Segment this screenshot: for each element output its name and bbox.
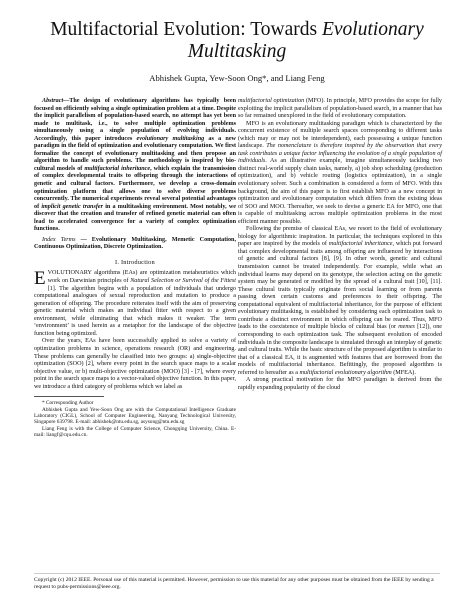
index-terms-label: Index Terms [42, 236, 76, 243]
footnote-corresponding: * Corresponding Author [42, 400, 94, 407]
intro-p1-a: VOLUTIONARY algorithms (EAs) are optimization metaheuristics which work on Darwinian principles of [47, 270, 236, 285]
section-heading-introduction: I. Introduction [115, 258, 155, 266]
left-column [34, 98, 236, 439]
footnote-affiliation-1: Abhishek Gupta and Yew-Soon Ong are with the Computational Intelligence Graduate Laboratory (CIGL), School of Computer Engineering, Nanyang Technological University, Singapore 639798. E-mail: abhishek@ntu.edu.sg, asysong@ntu.edu.sg [34, 406, 236, 426]
copyright-notice: Copyright (c) 2012 IEEE. Personal use of this material is permitted. However, permission to use this material for any other purposes must be obtained from the IEEE by sending a request to pubs-permissions@ieee.org. [34, 573, 440, 591]
right-p1-b: . As an illustrative example, imagine simultaneously tackling two distinct real-world supply chain tasks, namely, a) job shop scheduling (production optimization), and b) vehicle routing (logistics optimization), in a single evolutionary solver. Such a combination is considered a form of MFO. With this background, the aim of this paper is to first establish MFO as a new concept in optimization and evolutionary computation which differs from the existing ideas of SOO and MOO. Thereafter, we seek to devise a generic EA for MFO, one that is capable of multitasking across multiple optimization problems in the most efficient manner possible. [238, 158, 442, 225]
right-paragraph-1 [238, 121, 442, 227]
abstract-label: Abstract [42, 98, 64, 104]
intro-p1-b: [1]. The algorithm begins with a population of individuals that undergo computational analogues of sexual reproduction and mutation to produce a generation of offspring. The procedure reiterates itself with the aim of preserving genetic material which makes an individual fitter with respect to a given environment, while eliminating that which makes it weaker. The term ‘environment’ is used herein as a metaphor for the landscape of the objective function being optimized. [34, 285, 236, 337]
right-p2-b: , which put forward that complex developmental traits among offspring are influenced by interactions of genetic and cultural factors [8], [9]. In other words, genetic and cultural transmission cannot be treated independently. For example, while what an individual learns may depend on its genotype, the selection acting on the genetic system may be generated or modified by the spread of a cultural trait [10], [11]. These cultural traits typically originate from social learning or from parents passing down certain customs and preferences to their offspring. The computational equivalent of multifactorial inheritance, for the purpose of efficient evolutionary multitasking, is established by considering each optimization task to contribute a distinct environment in which offspring can be reared. Thus, MFO leads to the coexistence of multiple blocks of cultural bias (or [238, 241, 442, 331]
right-p2-c: [12]), one corresponding to each optimization task. The subsequent evolution of encoded individuals in the composite landscape is simulated through an interplay of genetic and cultural traits. While the basic structure of the proposed algorithm is similar to that of a classical EA, it is augmented with features that are borrowed from the models of multifactorial inheritance. Befittingly, the proposed algorithm is referred to hereafter as a [238, 324, 443, 376]
intro-paragraph-1 [34, 270, 236, 338]
title-line2-italic: Multitasking [187, 41, 287, 62]
intro-p1-italic: Natural Selection or Survival of the Fittest [130, 278, 237, 285]
right-paragraph-3: A strong practical motivation for the MFO paradigm is derived from the rapidly expanding popularity of the cloud [238, 377, 442, 391]
right-column [238, 98, 442, 392]
right-p2-italic: multifactorial inheritance [328, 241, 393, 248]
right-paragraph-0 [238, 98, 442, 121]
abstract-italic-1: evolutionary multitasking [136, 135, 205, 142]
abstract-italic-2: multifactorial inheritance [84, 165, 151, 172]
index-terms [34, 237, 236, 252]
footnote-rule [34, 396, 104, 397]
abstract-italic-3: implicit genetic transfer [41, 203, 104, 210]
right-p1-italic: The nomenclature is therefore inspired by the observation that every task contributes a unique factor influencing the evolution of a single population of individuals [238, 143, 443, 165]
right-p1-a: MFO is an evolutionary multitasking paradigm which is characterized by the concurrent existence of multiple search spaces corresponding to different tasks (which may or may not be interdependent), each possessing a unique function landscape. [238, 120, 442, 150]
intro-paragraph-2: Over the years, EAs have been successfully applied to solve a variety of optimization problems in science, operations research (OR) and engineering. These problems can generally be classified into two groups: a) single-objective optimization (SOO) [2], where every point in the search space maps to a scalar objective value, or b) multi-objective optimization (MOO) [3] - [7], where every point in the search space maps to a vector-valued objective function. In this paper, we introduce a third category of problems which we label as [34, 338, 236, 390]
abstract-text-c: , which explain the transmission of complex developmental traits to offspring through the interactions of genetic and cultural factors. Furthermore, we develop a cross-domain optimization platform that allows one to solve diverse problems concurrently. The numerical experiments reveal several potential advantages of [34, 165, 237, 210]
right-paragraph-2 [238, 226, 442, 377]
right-p2-d: (MFEA). [391, 369, 416, 376]
abstract-text-a: —The design of evolutionary algorithms has typically been focused on efficiently solving a single optimization problem at a time. Despite the implicit parallelism of population-based search, no attempt has yet been made to multitask, i.e., to solve multiple optimization problems simultaneously using a single population of evolving individuals. Accordingly, this paper introduces [34, 98, 236, 142]
index-terms-text: — Evolutionary Multitasking, Memetic Computation, Continuous Optimization, Discrete Optimization. [34, 236, 236, 251]
right-p0-italic: multifactorial optimization [238, 98, 305, 104]
title-line1: Multifactorial Evolution: Towards [50, 19, 322, 40]
abstract-text-b: as a new paradigm in the field of optimization and evolutionary computation. We first formalize the concept of evolutionary multitasking and then propose an algorithm to handle such problems. The methodology is inspired by bio-cultural models of [34, 135, 236, 172]
footnote-affiliation-2: Liang Feng is with the College of Computer Science, Chongqing University, China. E-mail: liangf@cqu.edu.cn. [34, 425, 236, 439]
paper-title [0, 19, 474, 63]
right-p2-italic-3: multifactorial evolutionary algorithm [299, 369, 392, 376]
title-line1-italic: Evolutionary [321, 19, 424, 40]
right-p0-text: (MFO). In principle, MFO provides the scope for fully exploiting the implicit parallelism of population-based search, in a manner that has so far remained unexplored in the field of evolutionary computation. [238, 98, 443, 120]
author-list: Abhishek Gupta, Yew-Soon Ong*, and Liang Feng [149, 73, 325, 83]
right-p2-a: Following the premise of classical EAs, we resort to the field of evolutionary biology for algorithmic inspiration. In particular, the techniques explored in this paper are inspired by the models of [238, 226, 442, 248]
abstract-text-d: in a multitasking environment. Most notably, we discover that the creation and transfer of refined genetic material can often lead to accelerated convergence for a variety of complex optimization functions. [34, 203, 236, 233]
drop-cap: E [34, 268, 46, 290]
abstract [34, 98, 236, 234]
right-p2-italic-2: memes [398, 324, 415, 331]
